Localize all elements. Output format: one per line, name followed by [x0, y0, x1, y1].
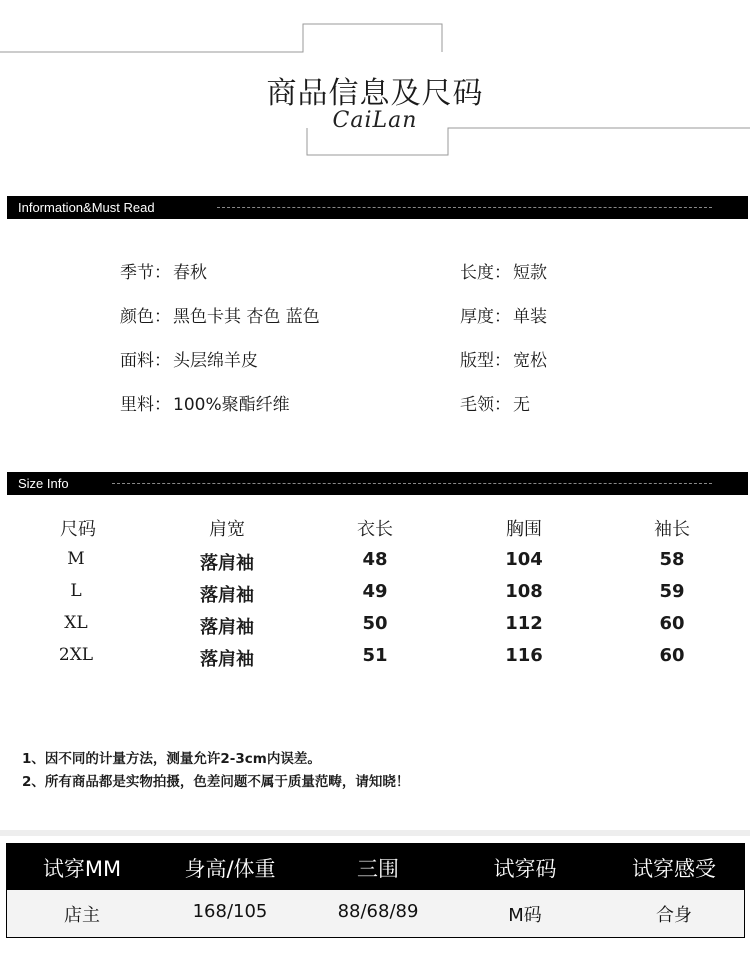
info-value: 短款: [513, 263, 547, 283]
info-label: 颜色：: [120, 307, 171, 327]
bar-divider: [217, 207, 712, 208]
info-value: 黑色卡其 杏色 蓝色: [173, 307, 320, 327]
info-value: 头层绵羊皮: [173, 351, 258, 371]
section-divider: [0, 830, 750, 836]
info-section-title: Information&Must Read: [18, 200, 155, 215]
size-header-chest: 胸围: [506, 519, 542, 540]
size-section-bar: [7, 472, 748, 495]
info-label: 面料：: [120, 351, 171, 371]
info-section-bar: [7, 196, 748, 219]
tryon-cell-model: 店主: [64, 905, 100, 926]
size-cell-sleeve: 58: [659, 549, 685, 570]
size-cell-shoulder: 落肩袖: [200, 585, 254, 606]
size-cell-size: L: [70, 581, 82, 601]
size-cell-sleeve: 60: [659, 645, 685, 666]
size-cell-sleeve: 59: [659, 581, 685, 602]
info-label: 长度：: [460, 263, 511, 283]
size-cell-chest: 108: [505, 581, 543, 602]
tryon-data-row: [7, 890, 744, 937]
info-value: 宽松: [513, 351, 547, 371]
size-cell-chest: 116: [505, 645, 543, 666]
size-cell-length: 51: [362, 645, 388, 666]
tryon-header-measurements: 三围: [357, 857, 399, 881]
tryon-header-feeling: 试穿感受: [632, 857, 716, 881]
size-cell-shoulder: 落肩袖: [200, 553, 254, 574]
size-cell-chest: 104: [505, 549, 543, 570]
info-value: 无: [513, 395, 530, 415]
size-header-shoulder: 肩宽: [209, 519, 245, 540]
page-title: 商品信息及尺码: [266, 76, 484, 111]
size-cell-size: M: [67, 549, 85, 569]
size-section-title: Size Info: [18, 476, 69, 491]
info-item-thickness: [460, 302, 547, 327]
info-item-fit: [460, 346, 547, 371]
size-header-sleeve: 袖长: [654, 519, 690, 540]
info-value: 100%聚酯纤维: [173, 395, 290, 415]
tryon-cell-measurements: 88/68/89: [337, 901, 419, 922]
tryon-header-row: [7, 844, 744, 890]
size-cell-sleeve: 60: [659, 613, 685, 634]
brand-logo: CaiLan: [332, 108, 418, 133]
size-header-length: 衣长: [357, 519, 393, 540]
info-item-color: [120, 302, 320, 327]
info-value: 春秋: [173, 263, 207, 283]
info-item-fabric: [120, 346, 258, 371]
tryon-cell-feeling: 合身: [656, 905, 692, 926]
info-item-lining: [120, 390, 290, 415]
info-label: 厚度：: [460, 307, 511, 327]
info-item-season: [120, 258, 207, 283]
info-label: 毛领：: [460, 395, 511, 415]
size-cell-size: 2XL: [58, 645, 94, 665]
note-measurement: 1、因不同的计量方法，测量允许2-3cm内误差。: [22, 751, 321, 767]
size-cell-length: 48: [362, 549, 388, 570]
tryon-table: [6, 843, 745, 938]
tryon-header-size: 试穿码: [493, 857, 557, 881]
note-color-difference: 2、所有商品都是实物拍摄，色差问题不属于质量范畴，请知晓！: [22, 774, 410, 790]
info-label: 版型：: [460, 351, 511, 371]
info-label: 里料：: [120, 395, 171, 415]
info-value: 单装: [513, 307, 547, 327]
size-cell-chest: 112: [505, 613, 543, 634]
size-cell-shoulder: 落肩袖: [200, 649, 254, 670]
tryon-cell-size: M码: [508, 905, 542, 926]
info-label: 季节：: [120, 263, 171, 283]
size-cell-size: XL: [64, 613, 88, 633]
size-cell-length: 49: [362, 581, 388, 602]
size-cell-length: 50: [362, 613, 388, 634]
tryon-header-height-weight: 身高/体重: [184, 857, 276, 881]
size-cell-shoulder: 落肩袖: [200, 617, 254, 638]
size-header-size: 尺码: [60, 519, 96, 540]
tryon-cell-height-weight: 168/105: [192, 901, 268, 922]
tryon-header-model: 试穿MM: [42, 857, 122, 881]
info-item-length: [460, 258, 547, 283]
info-item-fur-collar: [460, 390, 530, 415]
bar-divider: [112, 483, 712, 484]
